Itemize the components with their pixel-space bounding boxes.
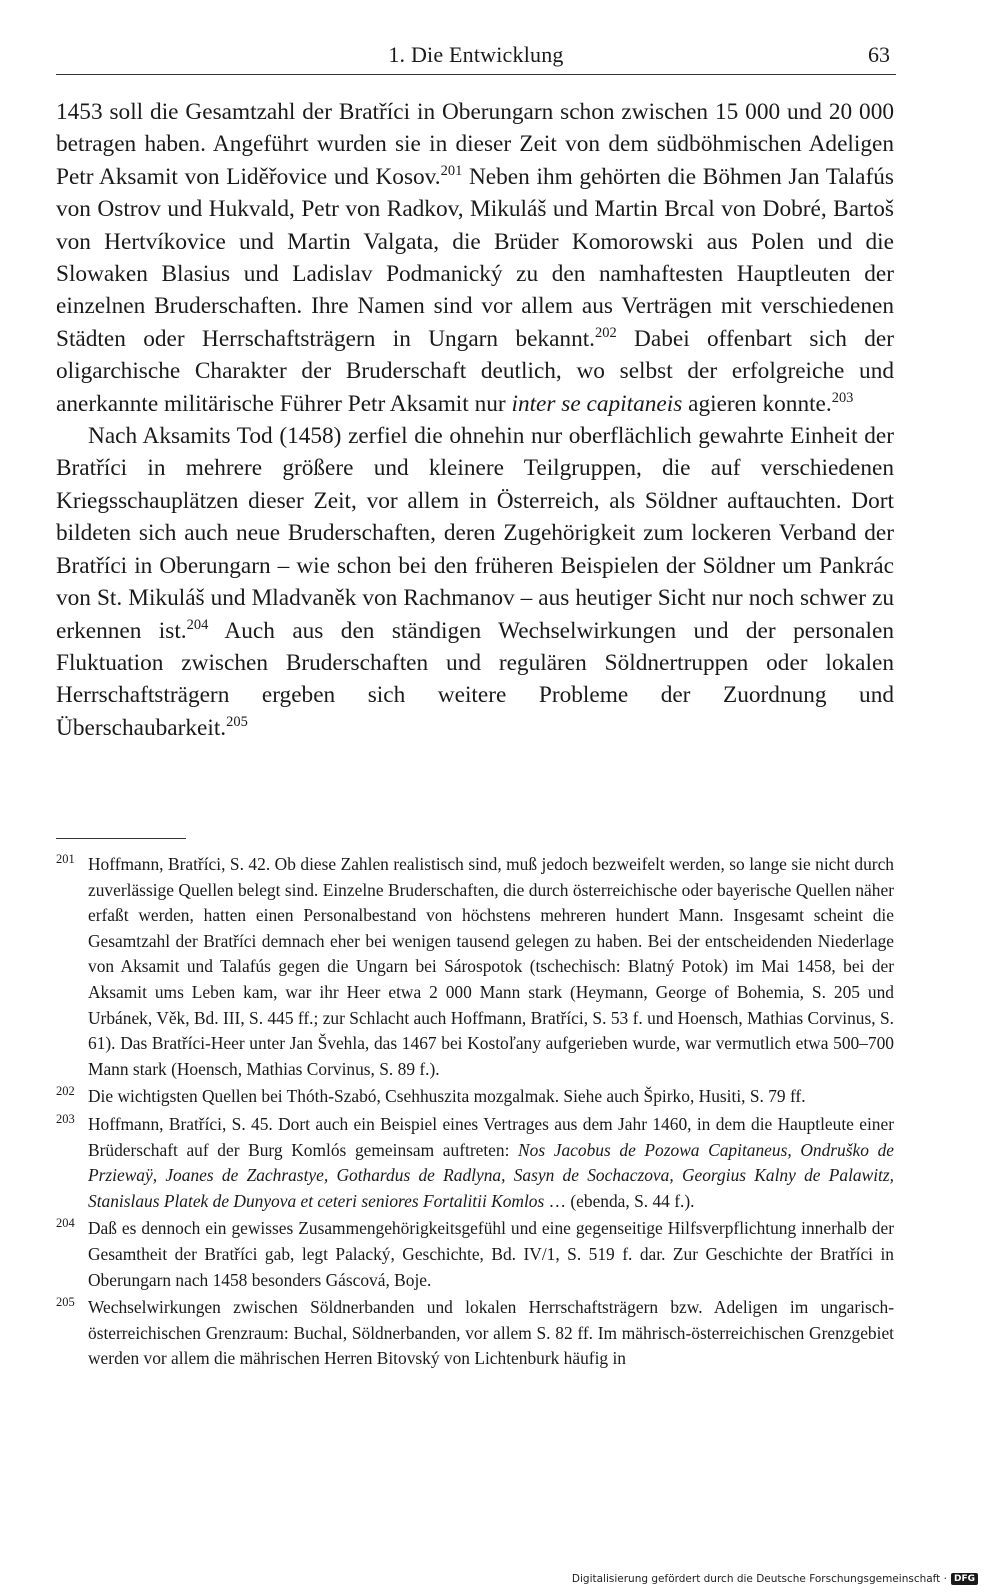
footnote-number: 202 (56, 1084, 75, 1099)
footnotes (56, 852, 894, 1374)
footnote-ref[interactable]: 201 (440, 162, 463, 179)
running-head (56, 38, 896, 75)
footnote-ref[interactable]: 202 (595, 324, 617, 341)
dfg-logo-icon: DFG (951, 1573, 978, 1585)
footnote-205 (56, 1295, 894, 1372)
footnote-ref[interactable]: 203 (831, 389, 854, 406)
latin-phrase: inter se capitaneis (511, 390, 683, 417)
footnote-201 (56, 852, 894, 1082)
text-run: 1453 soll die Gesamtzahl der Bratříci in Oberungarn schon zwischen 15 000 und 20 000 betragen haben. Angeführt wurden sie in dieser Zeit von dem südböhmischen Adeligen Petr Aksamit von Liděřovice und Kosov. (56, 99, 894, 190)
footnote-number: 203 (56, 1111, 75, 1126)
footnote-202 (56, 1084, 894, 1110)
latin-quote: Nos Jacobus de Pozowa Capitaneus, Ondruško de Prziewaÿ, Joanes de Zachrastye, Gothardus de Radlyna, Sasyn de Sochaczova, Georgius Kalny de Palawitz, Stanislaus Platek de Dunyova et ceteri seniores Fortalitii Komlos (88, 1139, 894, 1211)
footnote-203 (56, 1112, 894, 1214)
footnote-number: 204 (56, 1216, 75, 1231)
text-run: Nach Aksamits Tod (1458) zerfiel die ohnehin nur oberflächlich gewahrte Einheit der Bratříci in mehrere größere und kleinere Teilgruppen, die auf verschiedenen Kriegsschauplätzen dieser Zeit, vor allem in Österreich, als Söldner auftauchten. Dort bildeten sich auch neue Bruderschaften, deren Zugehörigkeit zum lockeren Verband der Bratříci in Oberungarn – wie schon bei den früheren Beispielen der Söldner um Pankrác von St. Mikuláš und Mladvaněk von Rachmanov – aus heutiger Sicht nur noch schwer zu erkennen ist. (56, 423, 894, 644)
text-run: agieren konnte. (682, 390, 832, 417)
main-text (56, 96, 894, 744)
footnote-number: 205 (56, 1295, 75, 1310)
footnote-ref[interactable]: 205 (226, 713, 248, 730)
footnote-204 (56, 1216, 894, 1293)
footnote-number: 201 (56, 852, 75, 866)
chapter-title: 1. Die Entwicklung (388, 42, 564, 67)
footnote-text: Daß es dennoch ein gewisses Zusammengehörigkeitsgefühl und eine gegenseitige Hilfsverpflichtung innerhalb der Gesamtheit der Bratříci gab, legt Palacký, Geschichte, Bd. IV/1, S. 519 f. dar. Zur Geschichte der Bratříci in Oberungarn nach 1458 besonders Gáscová, Boje. (88, 1218, 894, 1290)
paragraph-2 (56, 420, 894, 744)
paragraph-1 (56, 96, 894, 420)
text-run: Auch aus den ständigen Wechselwirkungen und der personalen Fluktuation zwischen Bruderschaften und regulären Söldnertruppen oder lokalen Herrschaftsträgern ergeben sich weitere Probleme der Zuordnung und Überschaubarkeit. (56, 617, 894, 741)
footnote-text: Die wichtigsten Quellen bei Thóth-Szabó, Csehhuszita mozgalmak. Siehe auch Špirko, Husiti, S. 79 ff. (88, 1086, 806, 1107)
footnote-text: Wechselwirkungen zwischen Söldnerbanden und lokalen Herrschaftsträgern bzw. Adeligen im ungarisch-österreichischen Grenzraum: Buchal, Söldnerbanden, vor allem S. 82 ff. Im mährisch-österreichischen Grenzgebiet werden vor allem die mährischen Herren Bitovský von Lichtenburk häufig in (88, 1297, 894, 1369)
footnote-text: Hoffmann, Bratříci, S. 42. Ob diese Zahlen realistisch sind, muß jedoch bezweifelt werden, so lange sie nicht durch zuverlässige Quellen belegt sind. Einzelne Bruderschaften, die durch österreichische oder bayerische Quellen näher erfaßt werden, hatten einen Personalbestand von höchstens mehreren hundert Mann. Insgesamt scheint die Gesamtzahl der Bratříci demnach eher bei wenigen tausend gelegen zu haben. Bei der entscheidenden Niederlage von Aksamit und Talafús gegen die Ungarn bei Sárospotok (tschechisch: Blatný Potok) im Mai 1458, bei der Aksamit ums Leben kam, war ihr Heer etwa 2 000 Mann stark (Heymann, George of Bohemia, S. 205 und Urbánek, Věk, Bd. III, S. 445 ff.; zur Schlacht auch Hoffmann, Bratříci, S. 53 f. und Hoensch, Mathias Corvinus, S. 61). Das Bratříci-Heer unter Jan Švehla, das 1467 bei Kostoľany aufgerieben wurde, war vermutlich etwa 500–700 Mann stark (Hoensch, Mathias Corvinus, S. 89 f.). (88, 854, 894, 1079)
footnote-text: Hoffmann, Bratříci, S. 45. Dort auch ein Beispiel eines Vertrages aus dem Jahr 1460, in dem die Hauptleute einer Brüderschaft auf der Burg Komlós gemeinsam auftreten: (88, 1113, 894, 1160)
text-run: Dabei offenbart sich der oligarchische Charakter der Bruderschaft deutlich, wo selbst der erfolgreiche und anerkannte militärische Führer Petr Aksamit nur (56, 325, 894, 417)
footnote-ref[interactable]: 204 (186, 616, 209, 633)
page-number: 63 (868, 42, 890, 67)
digitization-text: Digitalisierung gefördert durch die Deutsche Forschungsgemeinschaft · (571, 1573, 947, 1585)
footnote-text: … (ebenda, S. 44 f.). (544, 1190, 695, 1211)
digitization-notice (572, 1571, 978, 1587)
footnote-separator (56, 838, 186, 839)
text-run: Neben ihm gehörten die Böhmen Jan Talafús von Ostrov und Hukvald, Petr von Radkov, Mikuláš und Martin Brcal von Dobré, Bartoš von Hertvíkovice und Martin Valgata, die Brüder Komorowski aus Polen und die Slowaken Blasius und Ladislav Podmanický zu den namhaftesten Hauptleuten der einzelnen Bruderschaften. Ihre Namen sind vor allem aus Verträgen mit verschiedenen Städten oder Herrschaftsträgern in Ungarn bekannt. (56, 163, 894, 352)
